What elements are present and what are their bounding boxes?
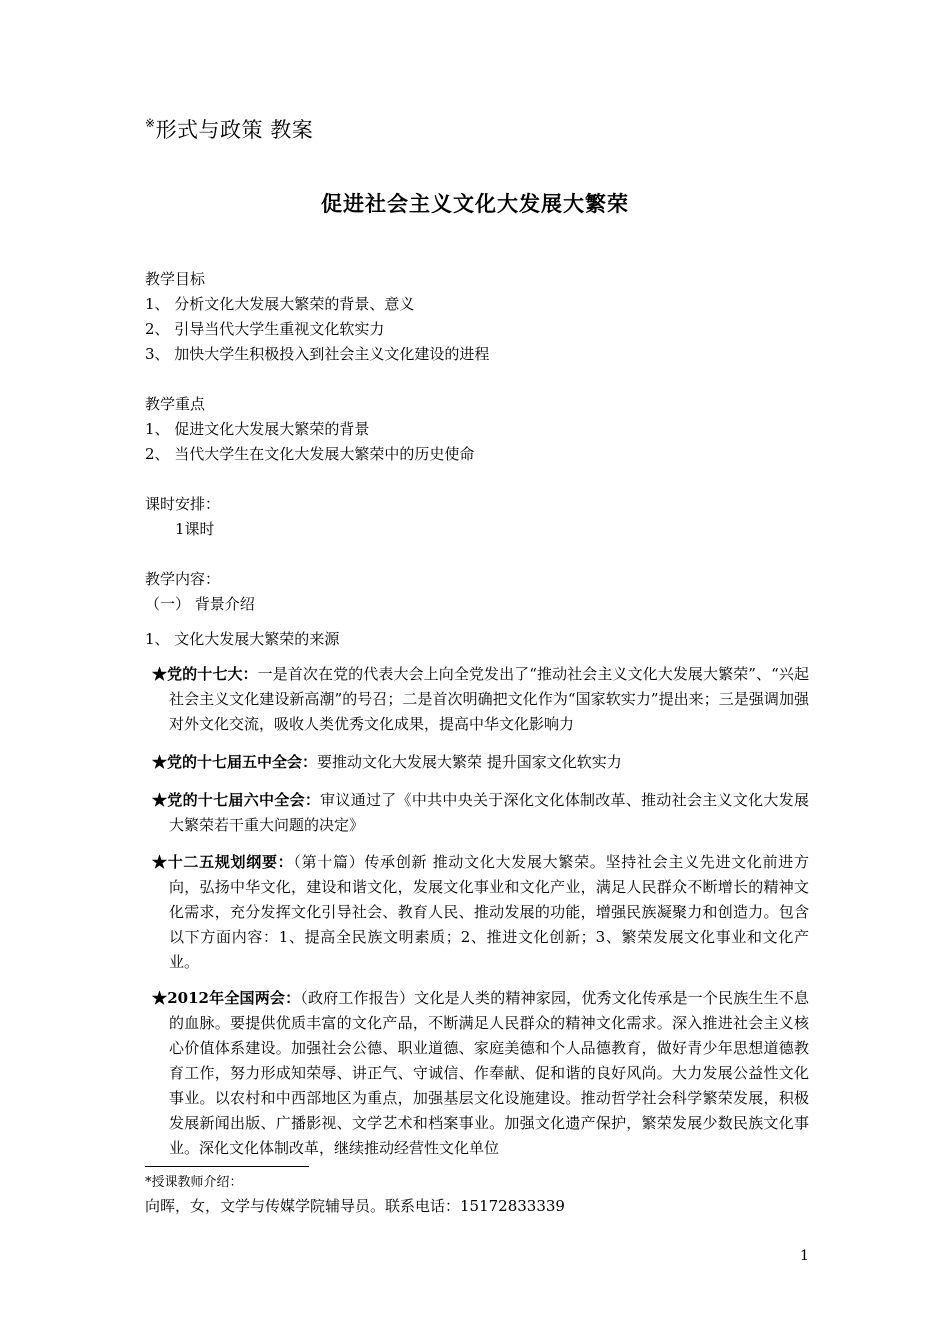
schedule-value: 1课时: [175, 520, 215, 538]
key-point-item: 1、 促进文化大发展大繁荣的背景: [145, 420, 370, 438]
objective-item: 3、 加快大学生积极投入到社会主义文化建设的进程: [145, 345, 490, 363]
star-label: ★2012年全国两会：: [152, 989, 301, 1007]
objective-item: 1、 分析文化大发展大繁荣的背景、意义: [145, 295, 415, 313]
document-title: 促进社会主义文化大发展大繁荣: [321, 191, 629, 216]
star-text: 一是首次在党的代表大会上向全党发出了“推动社会主义文化大发展大繁荣”、“兴起社会主义文化建设新高潮”的号召；二是首次明确把文化作为“国家软实力”提出来；三是强调加强对外文化交流，吸收人类优秀文化成果，提高中华文化影响力: [169, 665, 809, 733]
star-paragraph: [152, 850, 809, 975]
star-text: 要推动文化大发展大繁荣 提升国家文化软实力: [317, 753, 622, 771]
reference-mark: ※: [145, 116, 156, 130]
section-heading: （一） 背景介绍: [145, 595, 255, 613]
subsection-heading: 1、 文化大发展大繁荣的来源: [145, 630, 340, 648]
course-title: 形式与政策 教案: [155, 118, 314, 142]
star-label: ★十二五规划纲要：: [152, 853, 294, 871]
star-label: ★党的十七大：: [152, 665, 258, 683]
footnote-divider: [145, 1166, 309, 1167]
key-point-item: 2、 当代大学生在文化大发展大繁荣中的历史使命: [145, 445, 475, 463]
content-heading: 教学内容：: [145, 570, 221, 588]
footnote-text: 向晖，女，文学与传媒学院辅导员。联系电话：15172833339: [145, 1197, 565, 1215]
star-paragraph: [152, 750, 809, 775]
objective-item: 2、 引导当代大学生重视文化软实力: [145, 320, 385, 338]
star-paragraph: [152, 662, 809, 737]
star-label: ★党的十七届六中全会：: [152, 791, 321, 809]
star-text: 审议通过了《中共中央关于深化文化体制改革、推动社会主义文化大发展大繁荣若干重大问题的决定》: [169, 791, 809, 834]
objectives-heading: 教学目标: [145, 270, 206, 288]
page-number: 1: [800, 1248, 809, 1264]
star-paragraph: [152, 986, 809, 1161]
star-paragraph: [152, 788, 809, 838]
star-text: （第十篇）传承创新 推动文化大发展大繁荣。坚持社会主义先进文化前进方向，弘扬中华文化，建设和谐文化，发展文化事业和文化产业，满足人民群众不断增长的精神文化需求，充分发挥文化引导社会、教育人民、推动发展的功能，增强民族凝聚力和创造力。包含以下方面内容：1、提高全民族文明素质；2、推进文化创新；3、繁荣发展文化事业和文化产业。: [169, 853, 809, 971]
key-points-heading: 教学重点: [145, 395, 206, 413]
footnote-label: *授课教师介绍：: [145, 1175, 243, 1190]
star-label: ★党的十七届五中全会：: [152, 753, 318, 771]
schedule-heading: 课时安排：: [145, 495, 221, 513]
star-text: （政府工作报告）文化是人类的精神家园，优秀文化传承是一个民族生生不息的血脉。要提供优质丰富的文化产品，不断满足人民群众的精神文化需求。深入推进社会主义核心价值体系建设。加强社会公德、职业道德、家庭美德和个人品德教育，做好青少年思想道德教育工作，努力形成知荣辱、讲正气、守诚信、作奉献、促和谐的良好风尚。大力发展公益性文化事业。以农村和中西部地区为重点，加强基层文化设施建设。推动哲学社会科学繁荣发展，积极发展新闻出版、广播影视、文学艺术和档案事业。加强文化遗产保护，繁荣发展少数民族文化事业。深化文化体制改革，继续推动经营性文化单位: [169, 989, 809, 1157]
header-title: [145, 114, 313, 144]
